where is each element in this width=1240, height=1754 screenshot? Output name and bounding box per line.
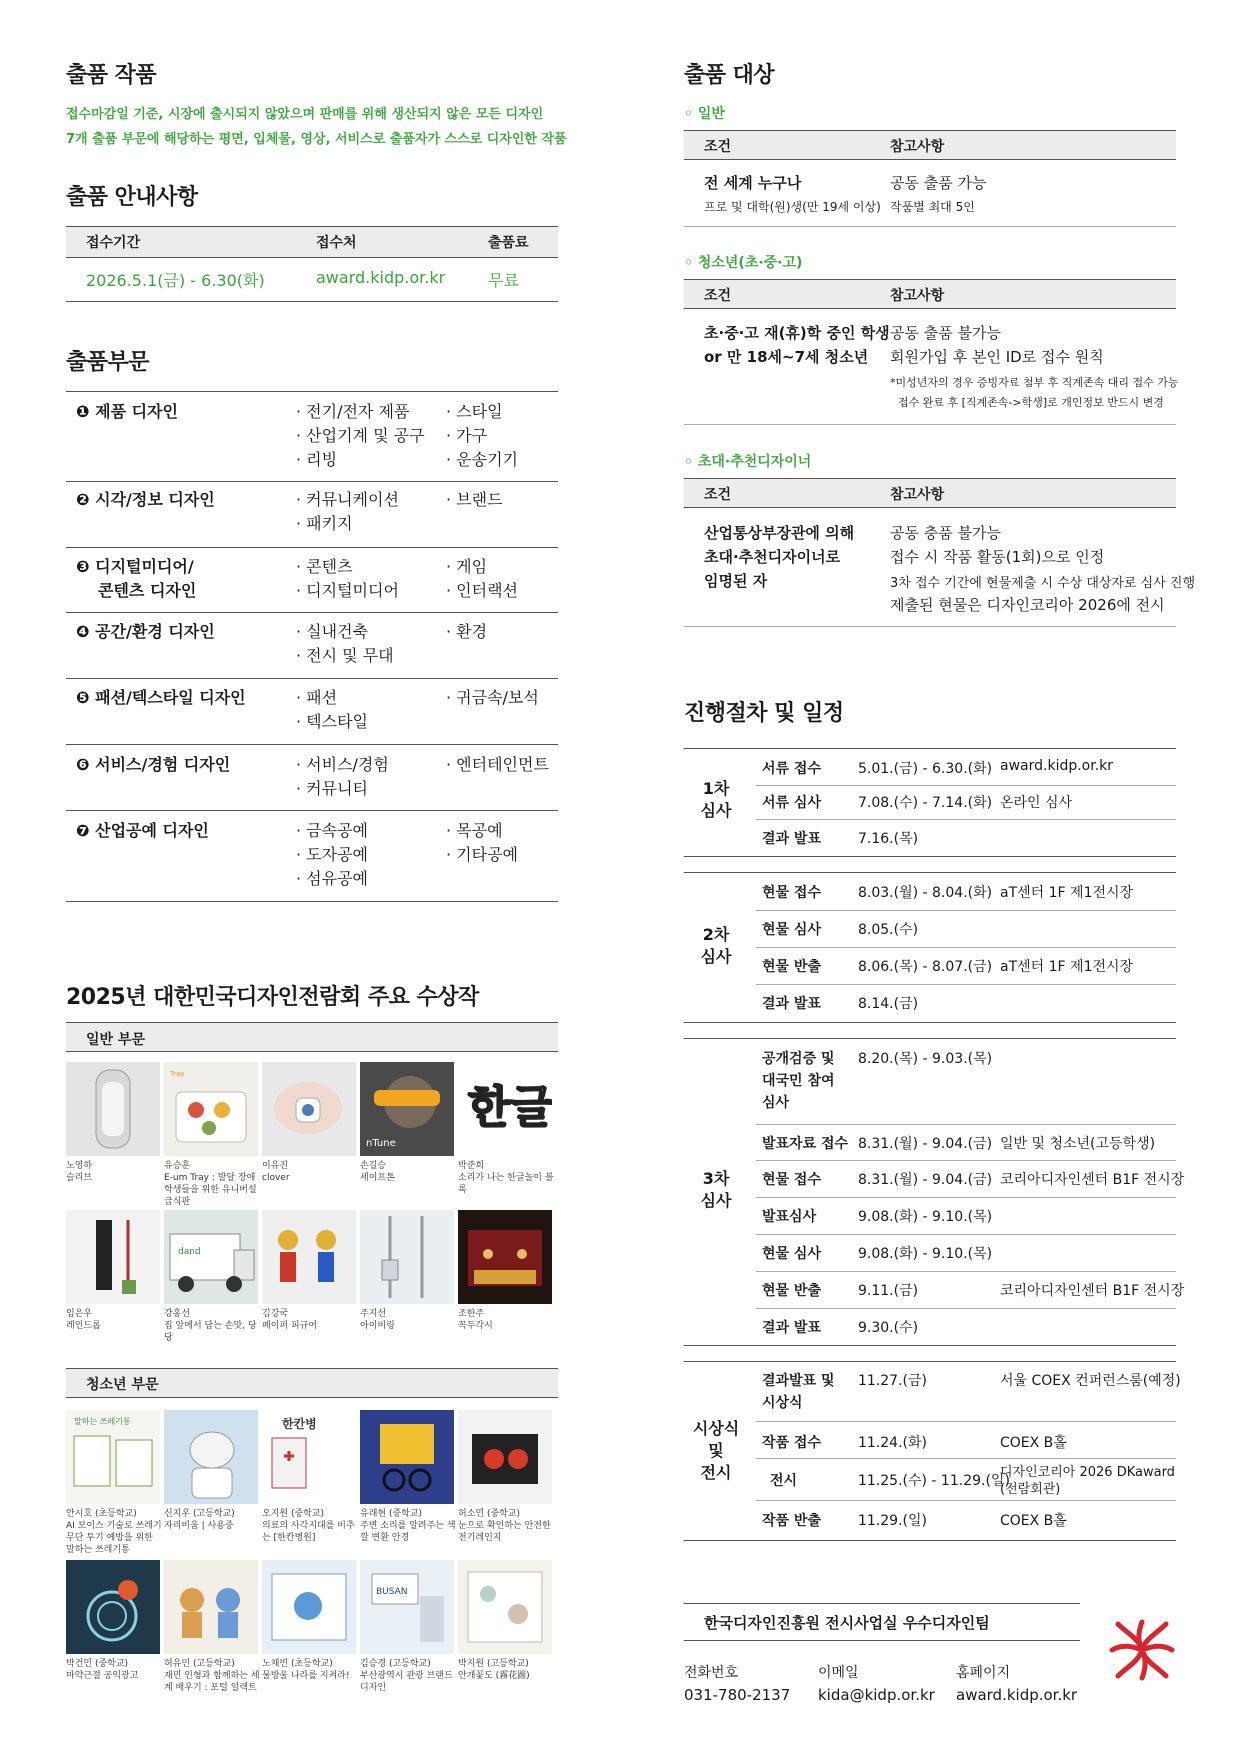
stage-label: 2차 심사 — [700, 925, 732, 966]
schedule-item: 현물 접수 — [762, 1172, 821, 1188]
target-note-small: *미성년자의 경우 증빙자료 첨부 후 직계존속 대리 접수 가능 — [890, 376, 1179, 389]
category-item: · 커뮤니티 — [296, 779, 368, 798]
divider — [756, 1271, 1176, 1272]
category-name: ❶ 제품 디자인 — [76, 402, 178, 421]
schedule-item: 작품 접수 — [762, 1435, 821, 1451]
schedule-title: 진행절차 및 일정 — [684, 701, 844, 726]
category-item: · 운송기기 — [446, 450, 518, 469]
youth-work-image — [164, 1410, 258, 1504]
general-work-image — [66, 1062, 160, 1156]
category-item: · 리빙 — [296, 450, 338, 469]
target-note: 작품별 최대 5인 — [890, 200, 975, 214]
schedule-item: 결과 발표 — [762, 996, 821, 1012]
category-item: · 실내건축 — [296, 622, 368, 641]
svg-text:dand: dand — [178, 1247, 201, 1257]
category-item: · 산업기계 및 공구 — [296, 426, 425, 445]
youth-work-image — [360, 1560, 454, 1654]
youth-work-image — [458, 1560, 552, 1654]
stage-top-rule — [684, 1361, 1176, 1362]
schedule-item: 발표자료 접수 — [762, 1136, 849, 1152]
schedule-item: 발표심사 — [762, 1209, 817, 1225]
category-item: · 콘텐츠 — [296, 557, 353, 576]
category-item: · 게임 — [446, 557, 488, 576]
youth-caption: 노채빈 (초등학교) 물방울 나라를 지켜라! — [262, 1659, 350, 1681]
target-note: 회원가입 후 본인 ID로 접수 원칙 — [890, 348, 1104, 366]
divider — [66, 678, 558, 679]
stage-top-rule — [684, 748, 1176, 749]
category-item: · 인터랙션 — [446, 581, 518, 600]
divider — [756, 984, 1176, 985]
schedule-item: 작품 반출 — [762, 1513, 821, 1529]
category-item: · 목공예 — [446, 821, 503, 840]
general-work-image — [360, 1210, 454, 1304]
svg-text:nTune: nTune — [366, 1138, 396, 1149]
divider — [66, 810, 558, 811]
youth-caption: 유래현 (중학교) 주변 소리를 알려주는 색깔 변환 안경 — [360, 1509, 456, 1543]
category-name: ❺ 패션/텍스타일 디자인 — [76, 688, 246, 707]
schedule-note: 디자인코리아 2026 DKaward (전람회관) — [1000, 1465, 1175, 1497]
schedule-date: 9.11.(금) — [858, 1283, 919, 1299]
target-header-cond: 조건 — [704, 288, 732, 304]
general-caption: 유승훈 E-um Tray : 발달 장애 학생들을 위한 유니버설 급식판 — [164, 1161, 257, 1207]
divider — [756, 1124, 1176, 1125]
schedule-date: 11.27.(금) — [858, 1373, 927, 1389]
category-item: · 기타공예 — [446, 845, 518, 864]
target-note: 공동 출품 가능 — [890, 174, 987, 192]
target-section-label: ◦ 청소년(초·중·고) — [684, 255, 803, 271]
guide-header-period: 접수기간 — [86, 235, 141, 251]
target-section-label: ◦ 일반 — [684, 106, 725, 122]
schedule-item: 서류 심사 — [762, 795, 821, 811]
schedule-note: COEX B홀 — [1000, 1435, 1067, 1451]
schedule-date: 11.29.(일) — [858, 1513, 927, 1529]
categories-top-rule — [66, 391, 558, 392]
target-note: 접수 시 작품 활동(1회)으로 인정 — [890, 548, 1105, 566]
general-caption: 박준희 소리가 나는 한글놀이 블록 — [458, 1161, 554, 1195]
general-caption: 조한주 꼭두각시 — [458, 1309, 493, 1331]
youth-caption: 박건민 (중학교) 마약근절 공익광고 — [66, 1659, 139, 1681]
divider — [756, 819, 1176, 820]
target-cond: 임명된 자 — [704, 572, 768, 590]
homepage-label: 홈페이지 — [956, 1665, 1011, 1681]
youth-work-image — [262, 1560, 356, 1654]
category-item: · 브랜드 — [446, 490, 503, 509]
schedule-date: 11.25.(수) - 11.29.(일) — [858, 1473, 1010, 1489]
youth-work-image — [66, 1410, 160, 1504]
schedule-date: 8.20.(목) - 9.03.(목) — [858, 1051, 993, 1067]
target-cond: 전 세계 누구나 — [704, 174, 802, 192]
schedule-note: 일반 및 청소년(고등학생) — [1000, 1136, 1156, 1152]
divider — [756, 947, 1176, 948]
general-caption: 노영하 슬리브 — [66, 1161, 93, 1183]
divider — [756, 785, 1176, 786]
general-work-image — [360, 1062, 454, 1156]
phone-value: 031-780-2137 — [684, 1686, 791, 1704]
schedule-date: 8.14.(금) — [858, 996, 919, 1012]
categories-bottom-rule — [66, 901, 558, 902]
svg-text:한칸병: 한칸병 — [282, 1417, 317, 1431]
guide-bottom-rule — [66, 301, 558, 302]
schedule-date: 8.31.(월) - 9.04.(금) — [858, 1172, 993, 1188]
schedule-item: 결과 발표 — [762, 831, 821, 847]
guide-header-place: 접수처 — [316, 235, 357, 251]
homepage-value[interactable]: award.kidp.or.kr — [956, 1686, 1078, 1704]
schedule-date: 7.16.(목) — [858, 831, 919, 847]
schedule-item: 현물 심사 — [762, 1246, 821, 1262]
schedule-item: 결과발표 및 시상식 — [762, 1373, 835, 1411]
target-note: 공동 충품 불가능 — [890, 524, 1001, 542]
guide-header-fee: 출품료 — [488, 235, 529, 251]
divider — [756, 1421, 1176, 1422]
youth-caption: 박지원 (고등학교) 안개꽃도 (霧花圖) — [458, 1659, 530, 1681]
general-caption: 주지선 아이비링 — [360, 1309, 395, 1331]
schedule-note: 서울 COEX 컨퍼런스룸(예정) — [1000, 1373, 1181, 1389]
target-header-notes: 참고사항 — [890, 288, 945, 304]
target-note: 제출된 현물은 디자인코리아 2026에 전시 — [890, 596, 1165, 614]
works-line-2: 7개 출품 부문에 해당하는 평면, 입체물, 영상, 서비스로 출품자가 스스로 디자인한 작품 — [66, 132, 567, 147]
youth-caption: 안시호 (초등학교) AI 보이스 기술로 쓰레기 무단 투기 예방을 위한 말하는 쓰레기통 — [66, 1509, 162, 1555]
category-name: ❻ 서비스/경험 디자인 — [76, 755, 231, 774]
schedule-item: 현물 반출 — [762, 1283, 821, 1299]
schedule-item: 현물 반출 — [762, 959, 821, 975]
schedule-date: 8.05.(수) — [858, 922, 919, 938]
target-note: 공동 출품 불가능 — [890, 324, 1001, 342]
divider — [66, 547, 558, 548]
youth-work-image — [458, 1410, 552, 1504]
schedule-item: 전시 — [770, 1473, 798, 1489]
kidp-logo-icon — [1108, 1616, 1176, 1684]
youth-work-image — [360, 1410, 454, 1504]
schedule-item: 공개검증 및 대국민 참여 심사 — [762, 1051, 835, 1111]
divider — [756, 1308, 1176, 1309]
category-item: · 귀금속/보석 — [446, 688, 539, 707]
target-section-label: ◦ 초대·추천디자이너 — [684, 454, 812, 470]
youth-caption: 김승경 (고등학교) 부산광역시 관광 브랜드 디자인 — [360, 1659, 453, 1693]
email-label: 이메일 — [818, 1665, 859, 1681]
stage-bottom-rule — [684, 856, 1176, 857]
youth-work-image — [66, 1560, 160, 1654]
general-caption: 김강국 페이퍼 피규어 — [262, 1309, 318, 1331]
divider — [756, 1458, 1176, 1459]
category-item: · 가구 — [446, 426, 488, 445]
divider — [66, 612, 558, 613]
general-caption: 이유진 clover — [262, 1161, 290, 1183]
general-work-image — [458, 1210, 552, 1304]
schedule-item: 현물 접수 — [762, 885, 821, 901]
stage-label: 3차 심사 — [700, 1169, 732, 1210]
category-item: · 커뮤니케이션 — [296, 490, 399, 509]
divider — [684, 226, 1176, 227]
divider — [756, 1500, 1176, 1501]
divider — [684, 424, 1176, 425]
divider — [756, 910, 1176, 911]
email-value[interactable]: kida@kidp.or.kr — [818, 1686, 935, 1704]
general-work-image — [458, 1062, 552, 1156]
contact-top-rule — [684, 1603, 1080, 1604]
general-caption: 임은우 레인드롭 — [66, 1309, 101, 1331]
category-item: · 전기/전자 제품 — [296, 402, 410, 421]
category-item: · 섬유공예 — [296, 869, 368, 888]
divider — [66, 744, 558, 745]
guide-url[interactable]: award.kidp.or.kr — [316, 268, 446, 287]
stage-label: 1차 심사 — [700, 779, 732, 820]
schedule-date: 8.03.(월) - 8.04.(화) — [858, 885, 993, 901]
stage-bottom-rule — [684, 1345, 1176, 1346]
stage-label: 시상식 및 전시 — [692, 1419, 740, 1482]
youth-caption: 오지원 (중학교) 의료의 사각지대를 비추는 [한칸병원] — [262, 1509, 355, 1543]
schedule-item: 현물 심사 — [762, 922, 821, 938]
schedule-item: 결과 발표 — [762, 1320, 821, 1336]
target-note: 3차 접수 기간에 현물제출 시 수상 대상자로 심사 진행 — [890, 576, 1196, 591]
divider — [756, 1234, 1176, 1235]
schedule-note: aT센터 1F 제1전시장 — [1000, 885, 1134, 901]
general-work-image — [262, 1210, 356, 1304]
schedule-note: COEX B홀 — [1000, 1513, 1067, 1529]
schedule-note: aT센터 1F 제1전시장 — [1000, 959, 1134, 975]
schedule-date: 9.30.(수) — [858, 1320, 919, 1336]
general-work-image — [164, 1210, 258, 1304]
schedule-date: 9.08.(화) - 9.10.(목) — [858, 1246, 993, 1262]
schedule-note: 코리아디자인센터 B1F 전시장 — [1000, 1172, 1185, 1188]
svg-text:말하는 쓰레기통: 말하는 쓰레기통 — [74, 1417, 131, 1426]
category-item: · 금속공예 — [296, 821, 368, 840]
youth-caption: 신지우 (고등학교) 자리비움 | 사용중 — [164, 1509, 235, 1531]
general-caption: 손길승 세이프톤 — [360, 1161, 395, 1183]
schedule-note: award.kidp.or.kr — [1000, 758, 1114, 774]
category-name: ❹ 공간/환경 디자인 — [76, 622, 215, 641]
divider — [756, 1197, 1176, 1198]
contact-team: 한국디자인진흥원 전시사업실 우수디자인팀 — [704, 1614, 990, 1632]
stage-bottom-rule — [684, 1022, 1176, 1023]
category-item: · 패션 — [296, 688, 338, 707]
youth-work-image — [262, 1410, 356, 1504]
category-item: · 텍스타일 — [296, 712, 368, 731]
schedule-item: 서류 접수 — [762, 761, 821, 777]
divider — [756, 1160, 1176, 1161]
youth-work-image — [164, 1560, 258, 1654]
target-title: 출품 대상 — [684, 63, 775, 88]
category-item: · 서비스/경험 — [296, 755, 389, 774]
guide-title: 출품 안내사항 — [66, 185, 198, 210]
works-title: 출품 작품 — [66, 63, 157, 88]
svg-text:BUSAN: BUSAN — [376, 1587, 408, 1597]
target-cond: 프로 및 대학(원)생(만 19세 이상) — [704, 200, 881, 214]
category-item: · 환경 — [446, 622, 488, 641]
youth-label: 청소년 부문 — [86, 1377, 159, 1393]
target-header-notes: 참고사항 — [890, 139, 945, 155]
general-label: 일반 부문 — [86, 1032, 145, 1048]
schedule-date: 7.08.(수) - 7.14.(화) — [858, 795, 993, 811]
target-note-small: 접수 완료 후 [직계존속->학생]로 개인정보 반드시 변경 — [898, 396, 1164, 409]
divider — [684, 626, 1176, 627]
category-name: ❸ 디지털미디어/ — [76, 557, 194, 576]
divider — [66, 481, 558, 482]
category-item: · 전시 및 무대 — [296, 646, 394, 665]
category-item: · 패키지 — [296, 514, 353, 533]
schedule-date: 11.24.(화) — [858, 1435, 927, 1451]
target-header-cond: 조건 — [704, 139, 732, 155]
schedule-date: 8.31.(월) - 9.04.(금) — [858, 1136, 993, 1152]
category-item: · 도자공예 — [296, 845, 368, 864]
category-name-line2: 콘텐츠 디자인 — [98, 581, 197, 600]
target-cond: 산업통상부장관에 의해 — [704, 524, 855, 542]
general-work-image — [262, 1062, 356, 1156]
youth-caption: 허소민 (중학교) 눈으로 확인하는 안전한 전기레인지 — [458, 1509, 551, 1543]
schedule-note: 코리아디자인센터 B1F 전시장 — [1000, 1283, 1185, 1299]
guide-period: 2026.5.1(금) - 6.30(화) — [86, 271, 265, 290]
winners-title: 2025년 대한민국디자인전람회 주요 수상작 — [66, 985, 479, 1010]
schedule-note: 온라인 심사 — [1000, 795, 1073, 811]
target-header-cond: 조건 — [704, 487, 732, 503]
general-work-image — [66, 1210, 160, 1304]
stage-bottom-rule — [684, 1540, 1176, 1541]
works-line-1: 접수마감일 기준, 시장에 출시되지 않았으며 판매를 위해 생산되지 않은 모든 디자인 — [66, 107, 544, 122]
category-name: ❼ 산업공예 디자인 — [76, 821, 209, 840]
svg-text:Tray: Tray — [170, 1070, 185, 1078]
schedule-date: 9.08.(화) - 9.10.(목) — [858, 1209, 993, 1225]
target-header-notes: 참고사항 — [890, 487, 945, 503]
phone-label: 전화번호 — [684, 1665, 739, 1681]
target-cond: 초대·추천디자이너로 — [704, 548, 841, 566]
stage-top-rule — [684, 1038, 1176, 1039]
target-cond: or 만 18세~7세 청소년 — [704, 348, 869, 366]
schedule-date: 8.06.(목) - 8.07.(금) — [858, 959, 993, 975]
category-item: · 디지털미디어 — [296, 581, 399, 600]
target-cond: 초·중·고 재(휴)학 중인 학생 — [704, 324, 890, 342]
category-item: · 엔터테인먼트 — [446, 755, 549, 774]
schedule-date: 5.01.(금) - 6.30.(화) — [858, 761, 993, 777]
stage-top-rule — [684, 872, 1176, 873]
general-work-image — [164, 1062, 258, 1156]
general-caption: 강홍선 집 앞에서 담는 손맛, 당당 — [164, 1309, 257, 1343]
guide-fee: 무료 — [488, 271, 519, 290]
categories-title: 출품부문 — [66, 350, 150, 375]
contact-bottom-rule — [684, 1640, 1080, 1641]
category-name: ❷ 시각/정보 디자인 — [76, 490, 215, 509]
svg-text:한글: 한글 — [468, 1082, 552, 1133]
youth-caption: 허유민 (고등학교) 재민 인형과 함께하는 세계 배우기 : 포털 일렉트 — [164, 1659, 260, 1693]
category-item: · 스타일 — [446, 402, 503, 421]
